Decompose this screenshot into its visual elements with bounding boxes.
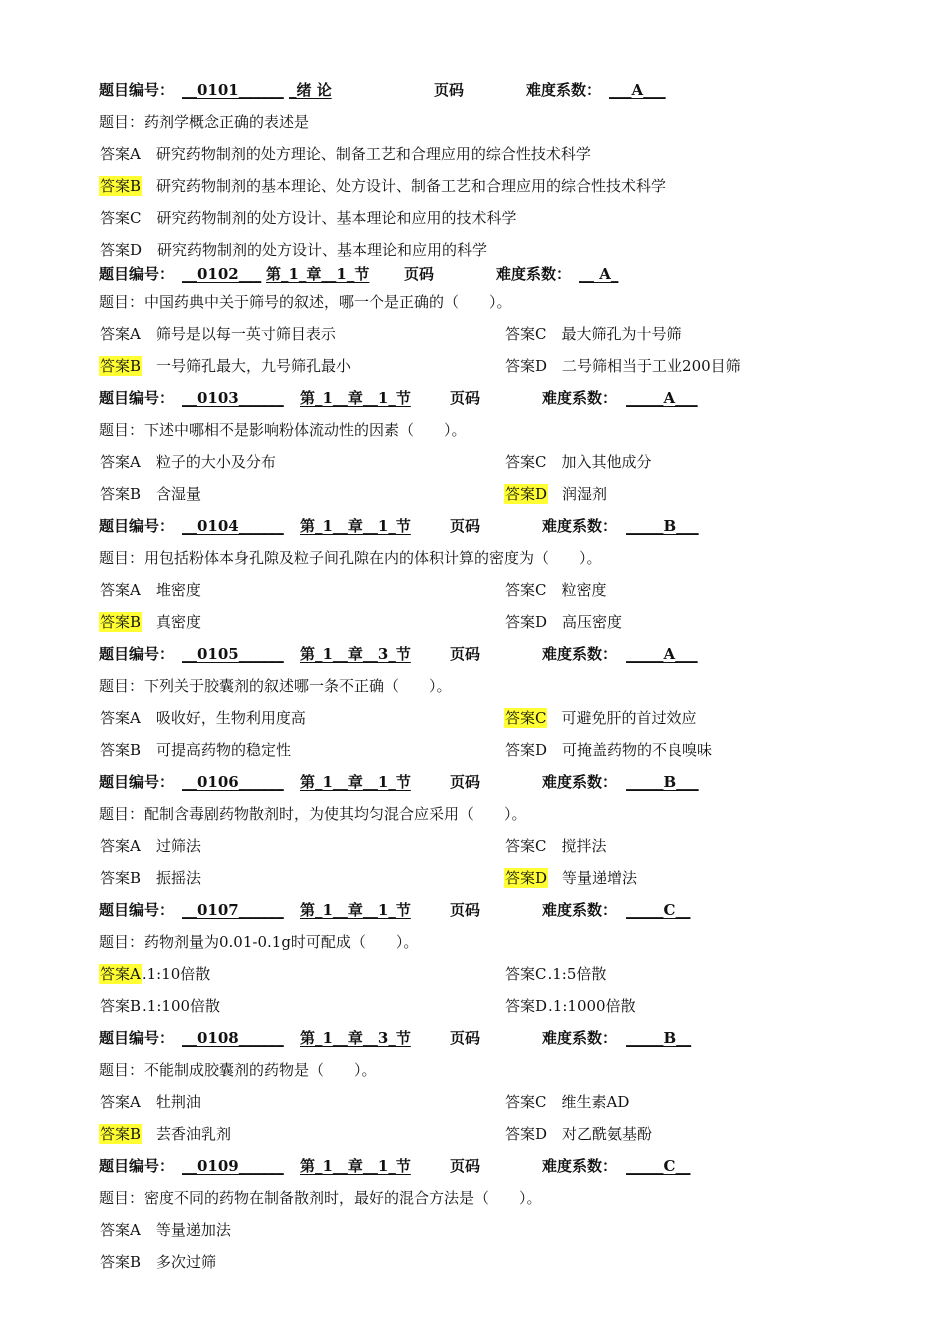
question-stem: 题目：药剂学概念正确的表述是 [99,113,310,131]
difficulty-label: 难度系数： [526,81,602,99]
answer-text: 润湿剂 [562,485,608,503]
answer-label-highlighted: 答案A [100,965,141,983]
answer-text: 振摇法 [156,869,202,887]
question-number-label: 题目编号： [99,265,175,283]
chapter-section: 第_1_章__1_节 [266,265,370,283]
page-label: 页码 [450,645,481,663]
answer-option-correct [99,612,201,632]
answer-label: 答案D [505,741,548,759]
question-stem: 题目：配制含毒剧药物散剂时，为使其均匀混合应采用（ ）。 [99,805,527,823]
answer-label: 答案D [100,241,143,259]
chapter-section: 第_1__章__1_节 [300,1157,411,1175]
answer-option [99,1252,216,1272]
question-number: __0108______ [182,1029,284,1047]
answer-label: 答案D [505,357,548,375]
answer-label: 答案C [505,965,547,983]
answer-text: 加入其他成分 [561,453,652,471]
answer-option [99,580,201,600]
page-label: 页码 [404,265,435,283]
answer-option [99,240,487,260]
answer-label: 答案B [100,1253,142,1271]
answer-text: 最大筛孔为十号筛 [561,325,682,343]
difficulty-label: 难度系数： [542,1157,618,1175]
question-number-label: 题目编号： [99,773,175,791]
answer-label: 答案A [100,325,141,343]
answer-text: .1:1000倍散 [548,997,636,1015]
difficulty-value: _____B__ [626,1029,692,1047]
difficulty-value: _____B___ [626,773,699,791]
answer-option-correct [504,868,637,888]
difficulty-label: 难度系数： [542,517,618,535]
answer-text: 吸收好，生物利用度高 [155,709,306,727]
answer-label: 答案A [100,1093,141,1111]
answer-label: 答案A [100,1221,141,1239]
answer-option [99,144,591,164]
difficulty-label: 难度系数： [542,645,618,663]
answer-label: 答案B [100,997,142,1015]
answer-text: 筛号是以每一英寸筛目表示 [155,325,336,343]
answer-option [99,868,201,888]
question-number-label: 题目编号： [99,81,175,99]
chapter-section: 第_1__章__1_节 [300,517,411,535]
answer-text: .1:100倍散 [142,997,221,1015]
answer-option [504,612,622,632]
answer-label: 答案A [100,145,141,163]
answer-text: 高压密度 [562,613,623,631]
question-stem: 题目：药物剂量为0.01-0.1g时可配成（ ）。 [99,933,419,951]
answer-text: 维生素AD [561,1093,630,1111]
answer-text: 粒子的大小及分布 [155,453,276,471]
question-number: __0109______ [182,1157,284,1175]
answer-option [99,996,220,1016]
question-number-label: 题目编号： [99,645,175,663]
question-number: __0102___ [182,265,262,283]
answer-option [99,708,306,728]
question-stem: 题目：密度不同的药物在制备散剂时，最好的混合方法是（ ）。 [99,1189,542,1207]
question-stem: 题目：下述中哪相不是影响粉体流动性的因素（ ）。 [99,421,467,439]
difficulty-label: 难度系数： [542,389,618,407]
answer-text: .1:10倍散 [141,965,211,983]
answer-label-highlighted: 答案B [100,177,142,195]
chapter-section: 第_1__章__1_节 [300,389,411,407]
answer-label: 答案C [505,325,547,343]
answer-label: 答案A [100,581,141,599]
answer-text: .1:5倍散 [547,965,607,983]
answer-text: 对乙酰氨基酚 [562,1125,653,1143]
difficulty-value: _____A___ [626,645,698,663]
answer-label: 答案A [100,453,141,471]
question-number: __0105______ [182,645,284,663]
difficulty-value: _____C__ [626,1157,691,1175]
page-label: 页码 [450,1029,481,1047]
chapter-section: 第_1__章__1_节 [300,901,411,919]
answer-text: 可掩盖药物的不良嗅味 [562,741,713,759]
answer-option [504,356,741,376]
answer-option [504,836,607,856]
answer-text: 研究药物制剂的处方理论、制备工艺和合理应用的综合性技术科学 [155,145,591,163]
chapter-section: 第_1__章__3_节 [300,645,411,663]
answer-text: 可提高药物的稳定性 [156,741,292,759]
page-label: 页码 [450,517,481,535]
page-label: 页码 [450,773,481,791]
answer-text: 过筛法 [155,837,201,855]
answer-text: 堆密度 [155,581,201,599]
answer-label: 答案A [100,709,141,727]
difficulty-label: 难度系数： [496,265,572,283]
answer-text: 二号筛相当于工业200目筛 [562,357,741,375]
answer-text: 芸香油乳剂 [156,1125,232,1143]
answer-text: 研究药物制剂的基本理论、处方设计、制备工艺和合理应用的综合性技术科学 [156,177,667,195]
answer-option-correct [99,1124,231,1144]
answer-label: 答案D [505,997,548,1015]
question-stem: 题目：下列关于胶囊剂的叙述哪一条不正确（ ）。 [99,677,452,695]
question-number: __0101______ [182,81,284,99]
answer-label: 答案C [505,837,547,855]
answer-label: 答案C [505,1093,547,1111]
difficulty-value: ___A___ [609,81,666,99]
answer-text: 等量递加法 [155,1221,231,1239]
question-number-label: 题目编号： [99,389,175,407]
answer-text: 搅拌法 [561,837,607,855]
page-label: 页码 [434,81,465,99]
difficulty-label: 难度系数： [542,901,618,919]
answer-text: 牡荆油 [155,1093,201,1111]
answer-option [504,996,636,1016]
question-stem: 题目：中国药典中关于筛号的叙述，哪一个是正确的（ ）。 [99,293,512,311]
answer-label: 答案B [100,485,142,503]
answer-option [99,324,336,344]
answer-option [99,452,276,472]
page-label: 页码 [450,901,481,919]
answer-option-correct [99,964,210,984]
answer-text: 真密度 [156,613,202,631]
answer-label: 答案D [505,613,548,631]
answer-option [99,836,201,856]
answer-label: 答案C [505,453,547,471]
answer-label: 答案A [100,837,141,855]
answer-label: 答案C [505,581,547,599]
difficulty-value: _____C__ [626,901,691,919]
question-number: __0103______ [182,389,284,407]
answer-label-highlighted: 答案D [505,869,548,887]
page-label: 页码 [450,1157,481,1175]
question-stem: 题目：不能制成胶囊剂的药物是（ ）。 [99,1061,377,1079]
answer-option-correct [504,484,607,504]
difficulty-label: 难度系数： [542,1029,618,1047]
answer-option [504,580,607,600]
answer-label-highlighted: 答案B [100,1125,142,1143]
answer-option [504,964,606,984]
answer-option [504,1124,652,1144]
answer-option-correct [99,176,666,196]
answer-option-correct [504,708,697,728]
difficulty-value: _____B___ [626,517,699,535]
question-number-label: 题目编号： [99,1029,175,1047]
answer-text: 一号筛孔最大，九号筛孔最小 [156,357,352,375]
answer-text: 研究药物制剂的处方设计、基本理论和应用的技术科学 [156,209,517,227]
answer-option-correct [99,356,351,376]
answer-label-highlighted: 答案B [100,357,142,375]
answer-label: 答案B [100,741,142,759]
question-number-label: 题目编号： [99,517,175,535]
answer-option [99,484,201,504]
answer-text: 可避免肝的首过效应 [561,709,697,727]
answer-option [99,1092,201,1112]
answer-option [504,740,712,760]
question-number: __0106______ [182,773,284,791]
answer-text: 含湿量 [156,485,202,503]
answer-option [504,324,682,344]
answer-option [99,1220,231,1240]
page-label: 页码 [450,389,481,407]
question-number-label: 题目编号： [99,901,175,919]
answer-option [504,452,652,472]
question-number-label: 题目编号： [99,1157,175,1175]
question-stem: 题目：用包括粉体本身孔隙及粒子间孔隙在内的体积计算的密度为（ ）。 [99,549,602,567]
answer-label: 答案D [505,1125,548,1143]
difficulty-value: _____A___ [626,389,698,407]
answer-option [99,208,517,228]
answer-text: 研究药物制剂的处方设计、基本理论和应用的科学 [157,241,488,259]
chapter-section: 第_1__章__3_节 [300,1029,411,1047]
chapter-section: _绪 论 [289,81,332,99]
answer-label-highlighted: 答案C [505,709,547,727]
answer-label-highlighted: 答案D [505,485,548,503]
difficulty-value: __ A_ [579,265,619,283]
chapter-section: 第_1__章__1_节 [300,773,411,791]
answer-text: 等量递增法 [562,869,638,887]
question-number: __0104______ [182,517,284,535]
answer-label: 答案B [100,869,142,887]
answer-text: 多次过筛 [156,1253,217,1271]
difficulty-label: 难度系数： [542,773,618,791]
answer-option [99,740,291,760]
answer-option [504,1092,629,1112]
answer-text: 粒密度 [561,581,607,599]
answer-label-highlighted: 答案B [100,613,142,631]
question-number: __0107______ [182,901,284,919]
answer-label: 答案C [100,209,142,227]
